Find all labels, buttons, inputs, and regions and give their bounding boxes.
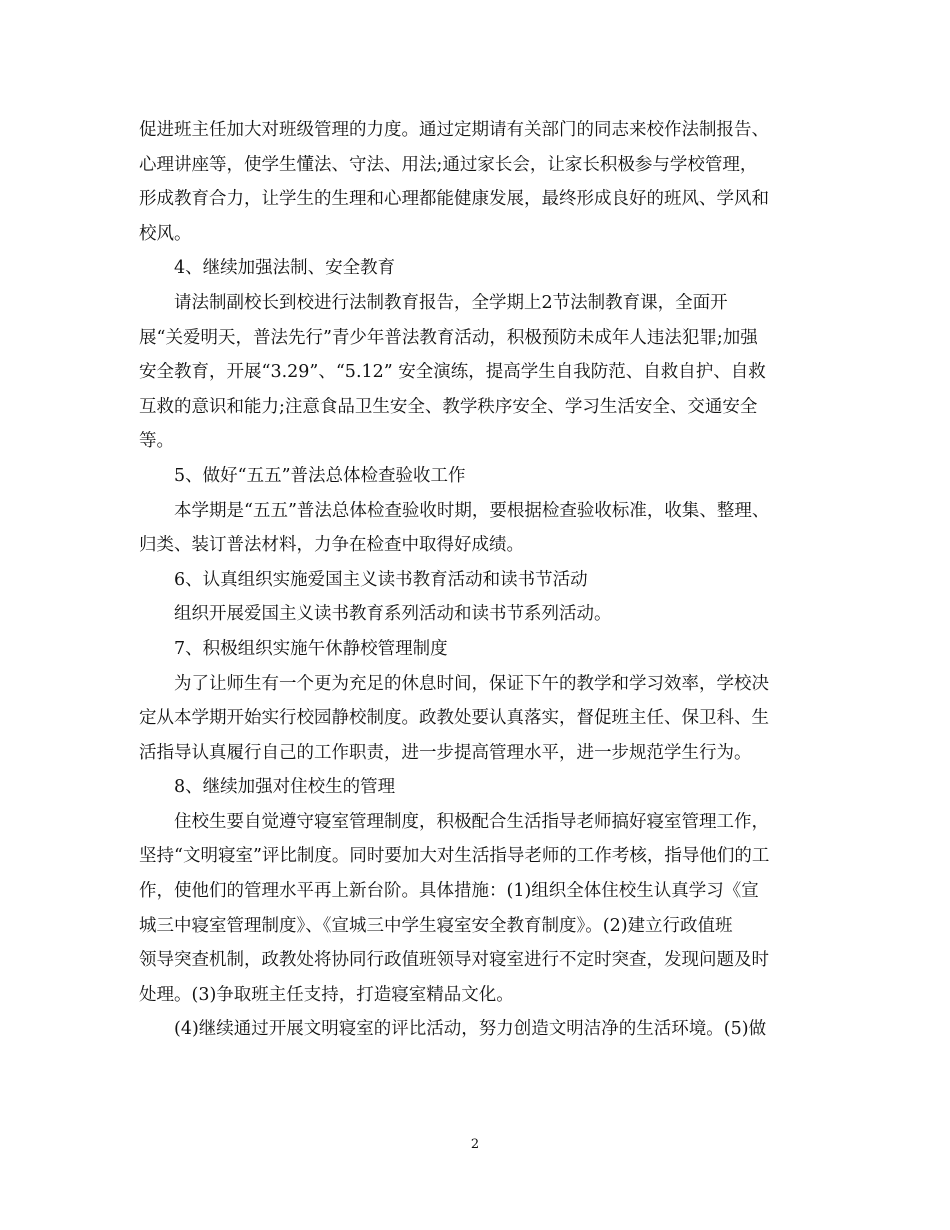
text-line: 组织开展爱国主义读书教育系列活动和读书节系列活动。 xyxy=(174,604,612,625)
text-line: 为了让师生有一个更为充足的休息时间，保证下午的教学和学习效率，学校决 xyxy=(174,673,769,694)
body-text xyxy=(139,113,811,1047)
text-line: 作，使他们的管理水平再上新台阶。具体措施：(1)组织全体住校生认真学习《宣 xyxy=(139,881,759,902)
text-line: 归类、装订普法材料，力争在检查中取得好成绩。 xyxy=(139,535,524,556)
text-line: 6、认真组织实施爱国主义读书教育活动和读书节活动 xyxy=(174,569,588,590)
text-line: 互救的意识和能力;注意食品卫生安全、教学秩序安全、学习生活安全、交通安全 xyxy=(139,396,758,417)
page-number: 2 xyxy=(470,1137,480,1152)
text-line: 城三中寝室管理制度》、《宣城三中学生寝室安全教育制度》。(2)建立行政值班 xyxy=(139,915,733,936)
text-line: 形成教育合力，让学生的生理和心理都能健康发展，最终形成良好的班风、学风和 xyxy=(139,189,769,210)
text-line: 请法制副校长到校进行法制教育报告，全学期上2节法制教育课，全面开 xyxy=(174,292,728,313)
text-line: 促进班主任加大对班级管理的力度。通过定期请有关部门的同志来校作法制报告、 xyxy=(139,120,769,140)
text-line: 定从本学期开始实行校园静校制度。政教处要认真落实，督促班主任、保卫科、生 xyxy=(139,708,769,729)
text-line: 校风。 xyxy=(139,223,192,244)
text-line: 8、继续加强对住校生的管理 xyxy=(174,777,396,798)
text-line: 7、积极组织实施午休静校管理制度 xyxy=(174,638,448,659)
text-line: 处理。(3)争取班主任支持，打造寝室精品文化。 xyxy=(139,984,514,1005)
text-line: 展“关爱明天，普法先行”青少年普法教育活动，积极预防未成年人违法犯罪;加强 xyxy=(139,327,758,348)
text-line: 坚持“文明寝室”评比制度。同时要加大对生活指导老师的工作考核，指导他们的工 xyxy=(139,846,770,867)
text-line: 等。 xyxy=(139,431,174,452)
text-line: 安全教育，开展“3.29”、“5.12” 安全演练，提高学生自我防范、自救自护、自救 xyxy=(139,362,766,383)
text-line: 领导突查机制，政教处将协同行政值班领导对寝室进行不定时突查，发现问题及时 xyxy=(139,950,769,971)
text-line: (4)继续通过开展文明寝室的评比活动，努力创造文明洁净的生活环境。(5)做 xyxy=(174,1019,767,1040)
text-line: 住校生要自觉遵守寝室管理制度，积极配合生活指导老师搞好寝室管理工作， xyxy=(174,811,769,832)
text-line: 心理讲座等，使学生懂法、守法、用法;通过家长会，让家长积极参与学校管理， xyxy=(139,154,758,175)
text-line: 本学期是“五五”普法总体检查验收时期，要根据检查验收标准，收集、整理、 xyxy=(174,500,770,521)
text-line: 5、做好“五五”普法总体检查验收工作 xyxy=(174,465,466,486)
text-line: 4、继续加强法制、安全教育 xyxy=(174,258,396,279)
text-line: 活指导认真履行自己的工作职责，进一步提高管理水平，进一步规范学生行为。 xyxy=(139,742,752,763)
